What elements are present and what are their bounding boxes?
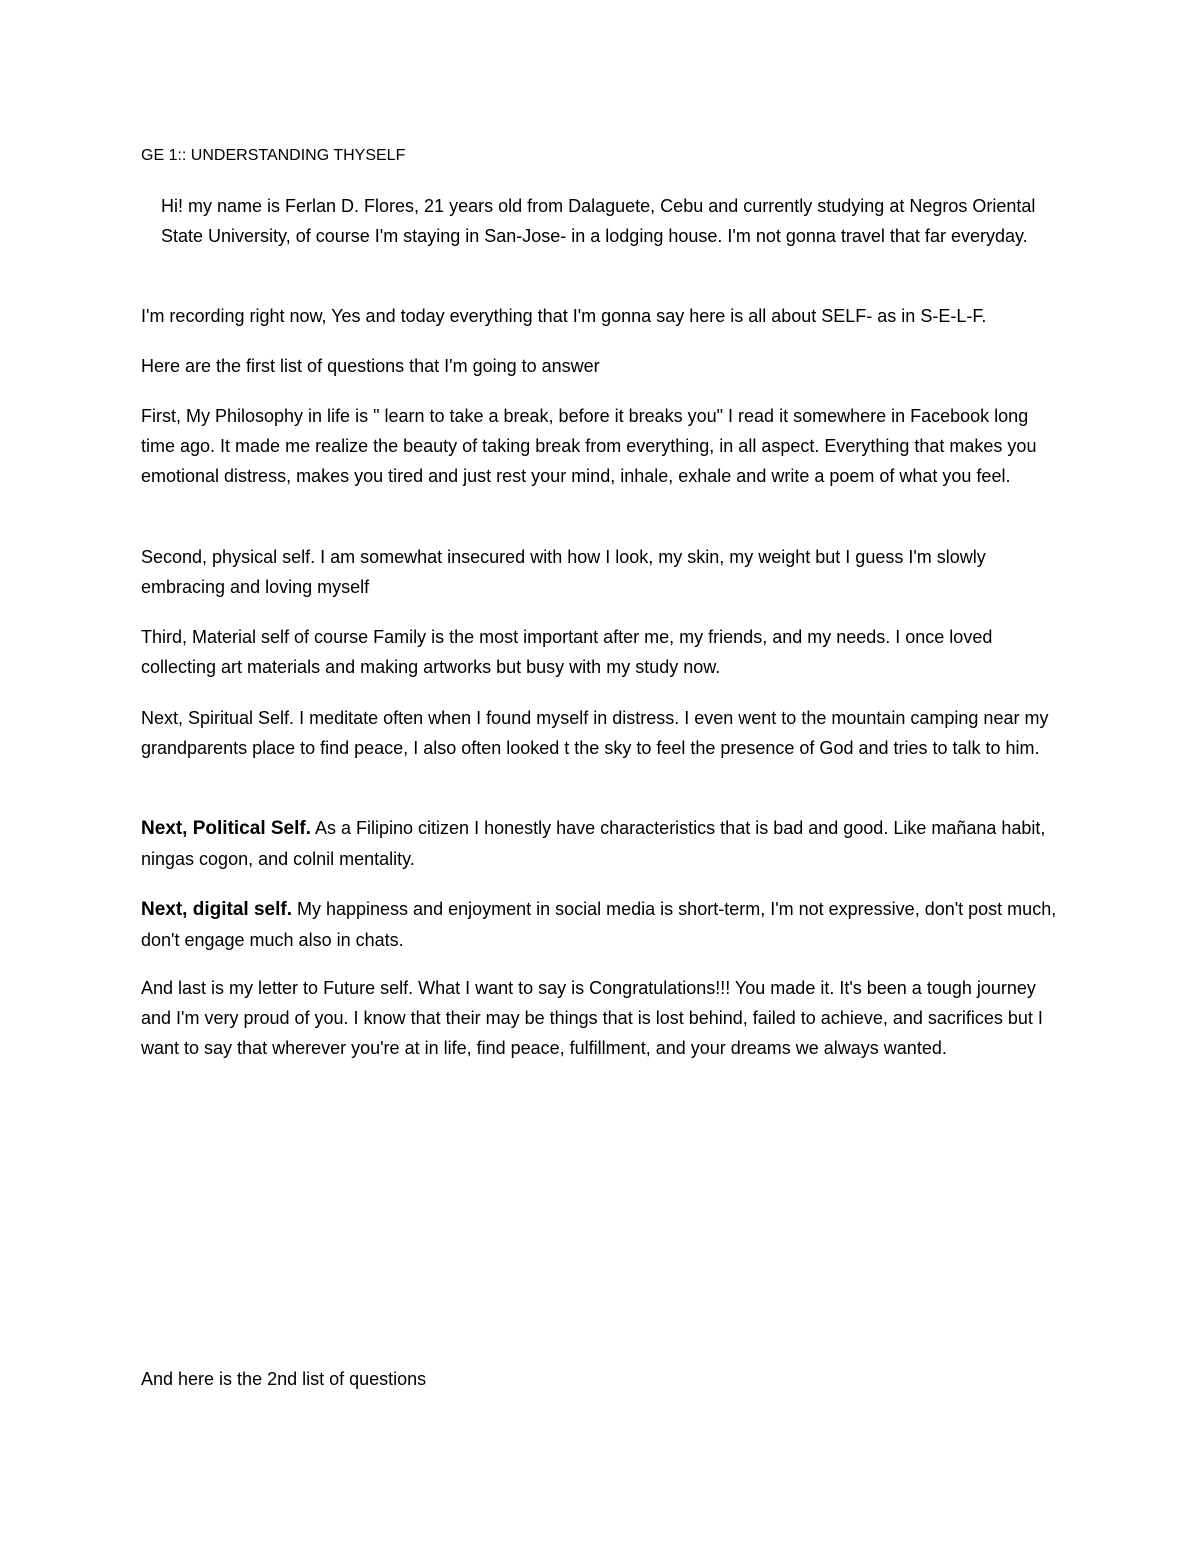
political-self-text: As a Filipino citizen I honestly have characteristics that is bad and good. Like mañana habit, ningas cogon, and colnil mentality. <box>141 818 1046 869</box>
paragraph-first-list: Here are the first list of questions that I'm going to answer <box>141 356 600 376</box>
paragraph-philosophy: First, My Philosophy in life is " learn to take a break, before it breaks you" I read it somewhere in Facebook long time ago. It made me realize the beauty of taking break from everything, in all aspect. Everything that makes you emotional distress, makes you tired and just rest your mind, inhale, exhale and write a poem of what you feel. <box>141 406 1037 486</box>
digital-self-text: My happiness and enjoyment in social media is short-term, I'm not expressive, don't post much, don't engage much also in chats. <box>141 899 1057 950</box>
paragraph-material-self: Third, Material self of course Family is the most important after me, my friends, and my needs. I once loved collecting art materials and making artworks but busy with my study now. <box>141 627 993 677</box>
political-self-heading: Next, Political Self. <box>141 818 311 839</box>
paragraph-political-self <box>141 813 1061 874</box>
paragraph-second-list: And here is the 2nd list of questions <box>141 1369 427 1389</box>
document-title: GE 1:: UNDERSTANDING THYSELF <box>141 147 406 164</box>
paragraph-intro: Hi! my name is Ferlan D. Flores, 21 years old from Dalaguete, Cebu and currently studying at Negros Oriental State University, of course I'm staying in San-Jose- in a lodging house. I'm not gonna travel that far everyday. <box>161 196 1036 246</box>
digital-self-heading: Next, digital self. <box>141 899 292 920</box>
paragraph-future-self-letter: And last is my letter to Future self. What I want to say is Congratulations!!! You made it. It's been a tough journey and I'm very proud of you. I know that their may be things that is lost behind, failed to achieve, and sacrifices but I want to say that wherever you're at in life, find peace, fulfillment, and your dreams we always wanted. <box>141 978 1043 1058</box>
paragraph-physical-self: Second, physical self. I am somewhat insecured with how I look, my skin, my weight but I guess I'm slowly embracing and loving myself <box>141 547 986 597</box>
paragraph-spiritual-self: Next, Spiritual Self. I meditate often when I found myself in distress. I even went to the mountain camping near my grandparents place to find peace, I also often looked t the sky to feel the presence of God and tries to talk to him. <box>141 708 1049 758</box>
paragraph-digital-self <box>141 894 1061 955</box>
paragraph-recording: I'm recording right now, Yes and today everything that I'm gonna say here is all about SELF- as in S-E-L-F. <box>141 306 987 326</box>
